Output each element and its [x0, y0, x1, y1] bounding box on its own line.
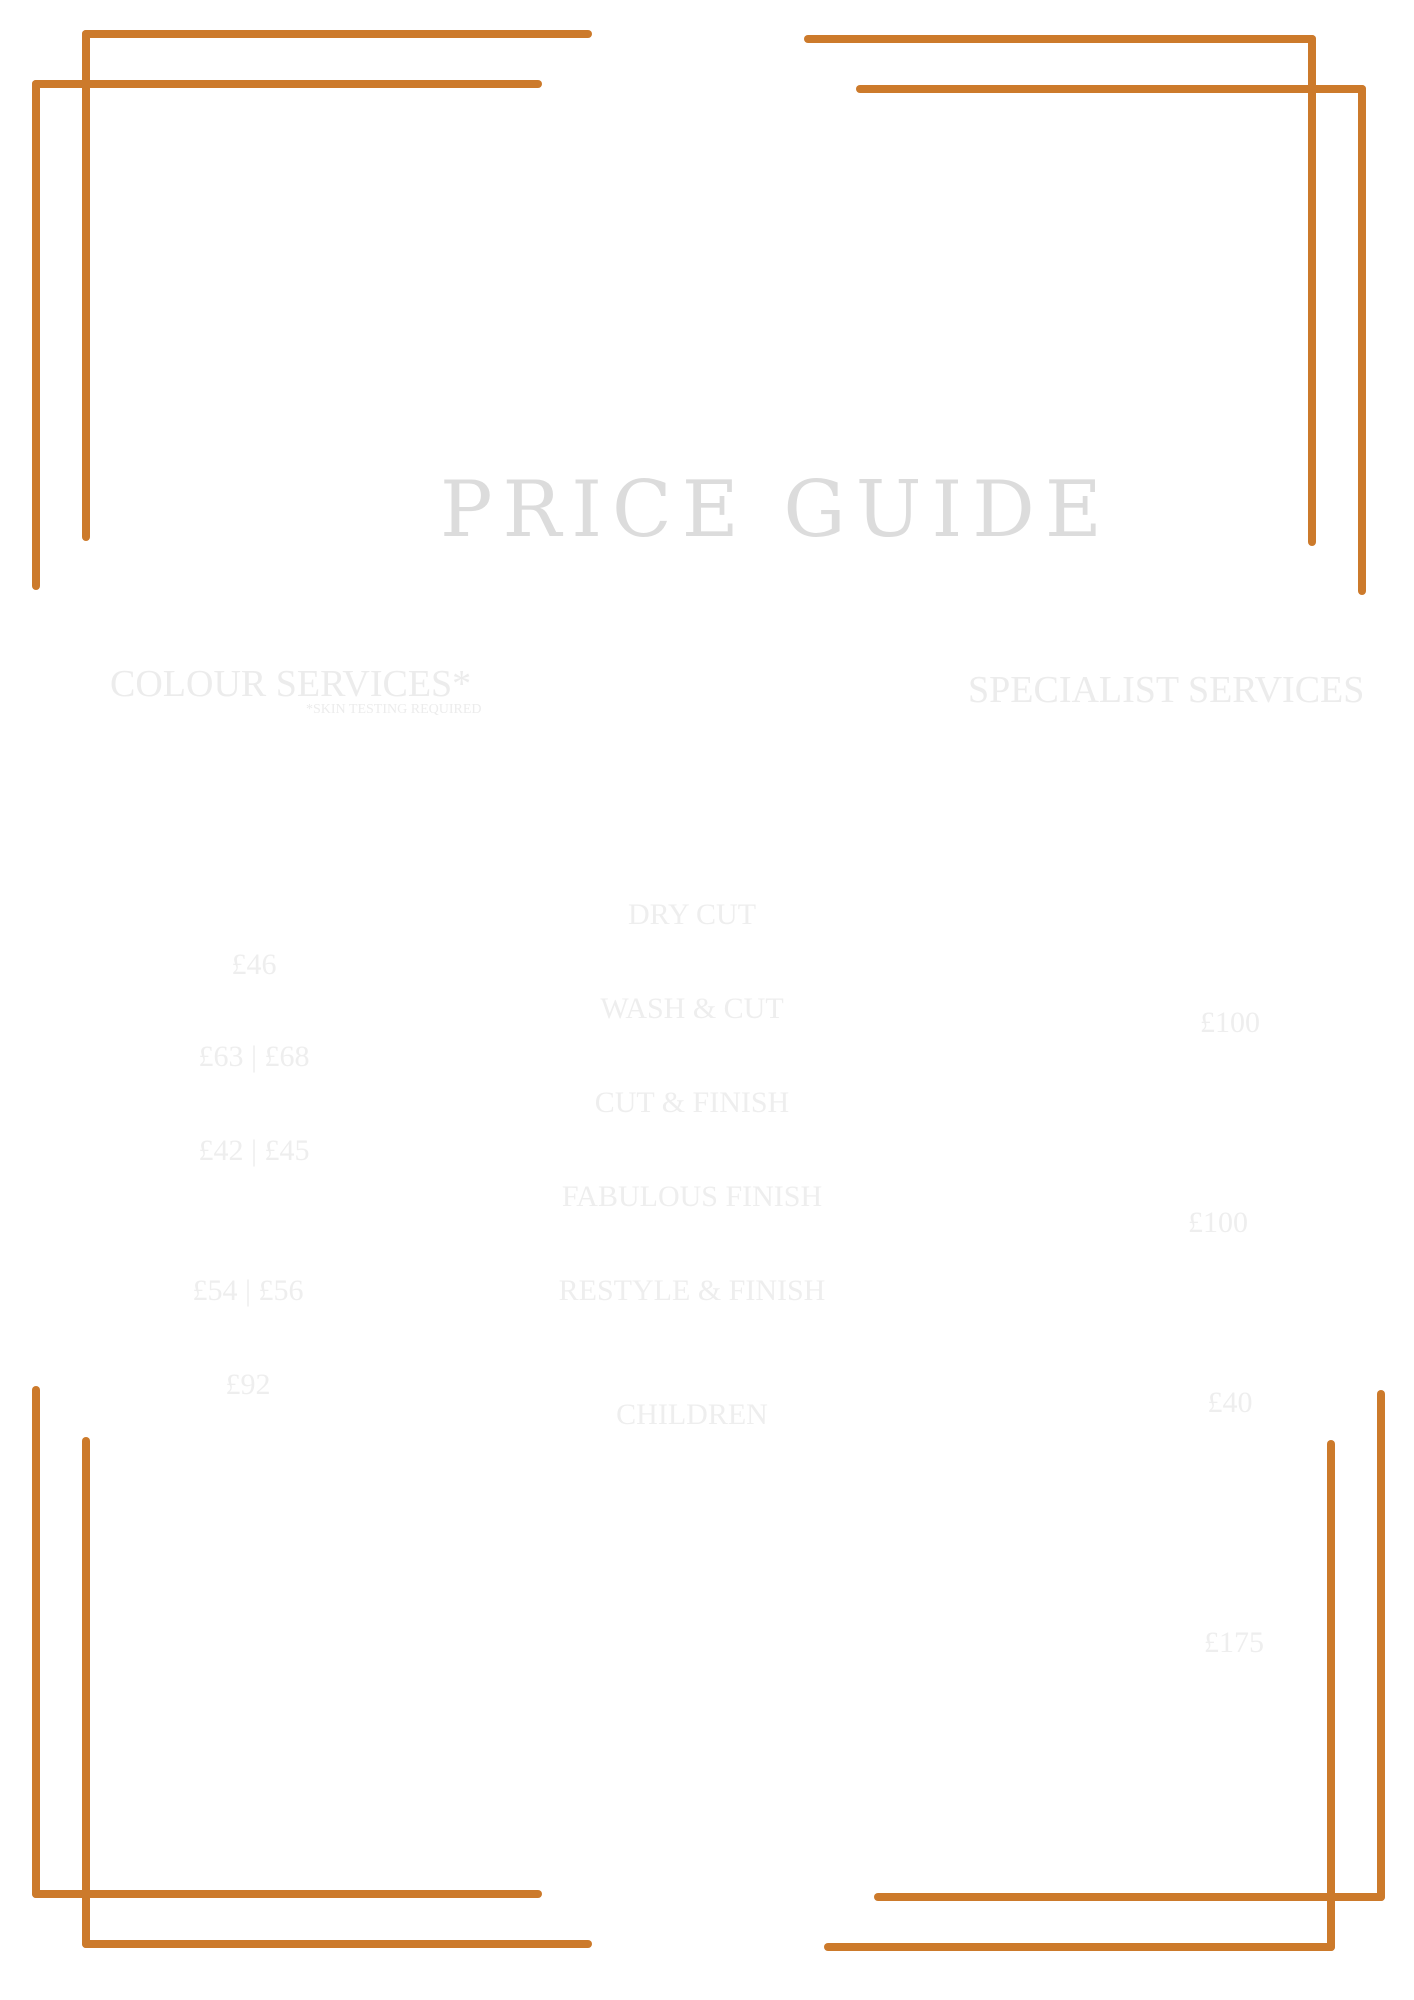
specialist-services-heading: SPECIALIST SERVICES	[968, 669, 1365, 711]
cut-service-item: DRY CUT	[627, 898, 757, 931]
specialist-price: £100	[1188, 1206, 1248, 1239]
cut-service-item: CUT & FINISH	[594, 1086, 790, 1119]
specialist-price: £40	[1207, 1386, 1253, 1419]
specialist-price: £100	[1200, 1006, 1260, 1039]
cut-service-item: FABULOUS FINISH	[561, 1180, 823, 1213]
colour-price: £42 | £45	[198, 1134, 310, 1167]
colour-price: £54 | £56	[192, 1274, 304, 1307]
skin-testing-note: *SKIN TESTING REQUIRED	[306, 702, 482, 717]
page-title: PRICE GUIDE	[440, 465, 1112, 555]
cut-service-item: CHILDREN	[616, 1398, 768, 1431]
colour-services-heading: COLOUR SERVICES*	[110, 663, 472, 705]
colour-price: £63 | £68	[198, 1040, 310, 1073]
cut-service-item: RESTYLE & FINISH	[558, 1274, 826, 1307]
specialist-price: £175	[1204, 1626, 1264, 1659]
colour-price: £46	[231, 948, 277, 981]
cut-service-item: WASH & CUT	[600, 992, 784, 1025]
colour-price: £92	[225, 1368, 271, 1401]
